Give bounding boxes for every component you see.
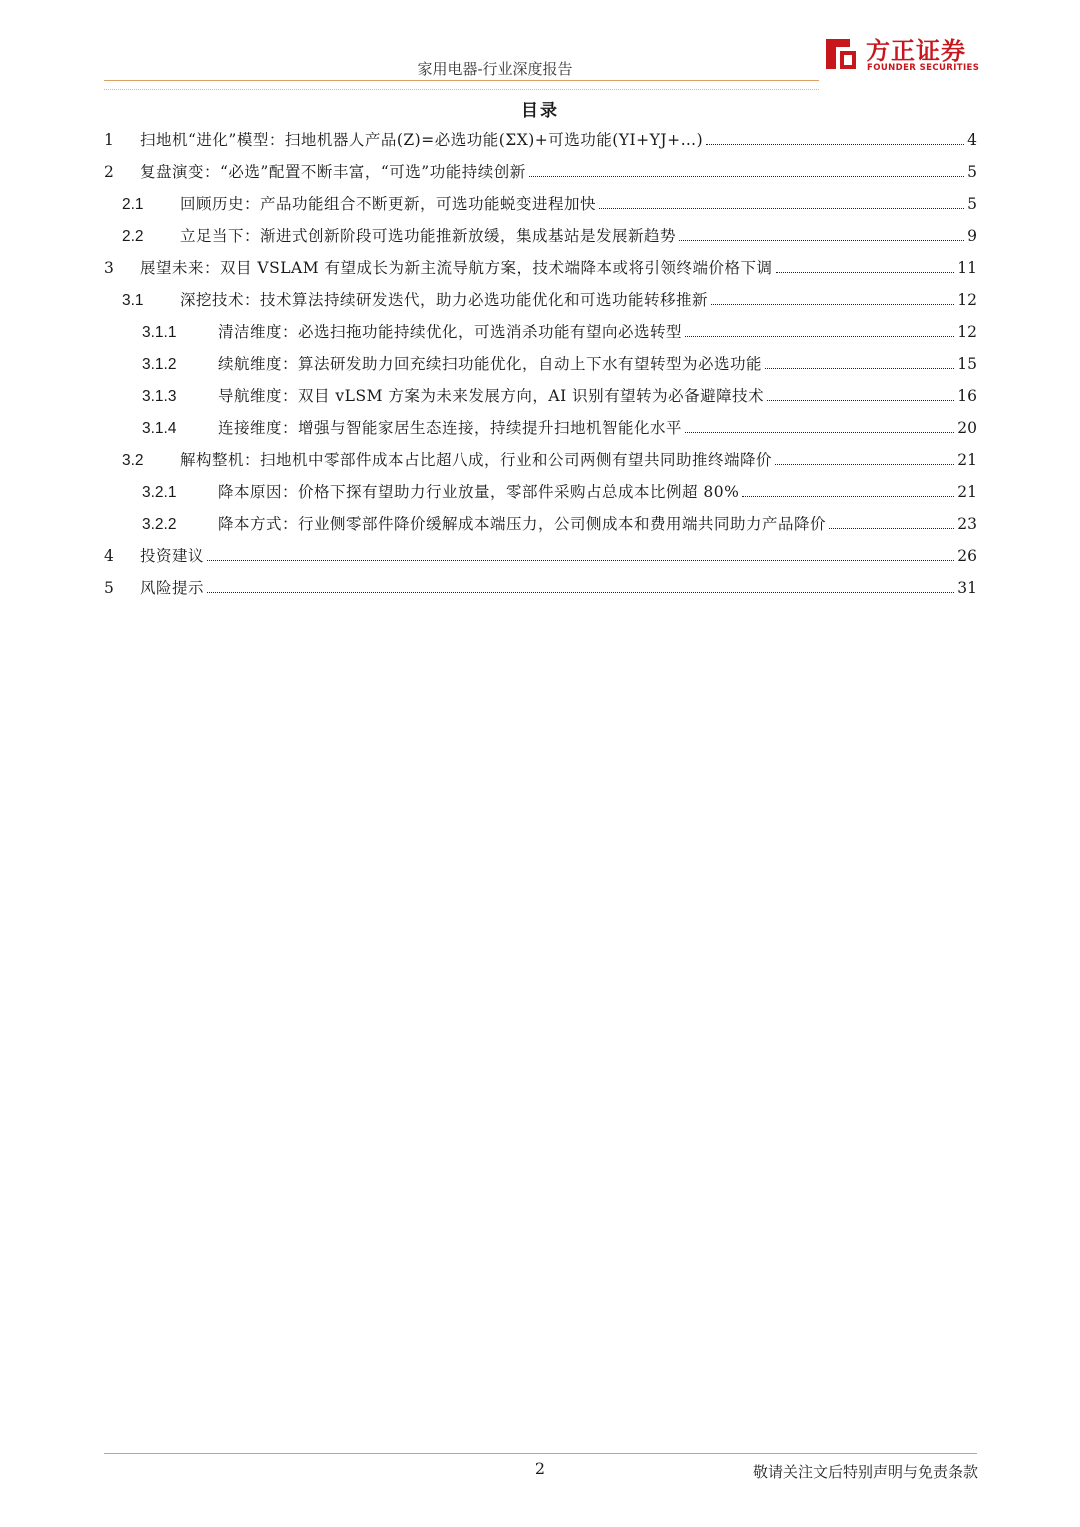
header-dotted-divider xyxy=(104,89,819,90)
toc-leader-dots xyxy=(765,368,954,369)
toc-entry-text[interactable]: 续航维度：算法研发助力回充续扫功能优化，自动上下水有望转型为必选功能 xyxy=(218,355,763,373)
toc-entry[interactable] xyxy=(104,128,977,160)
toc-entry-page[interactable]: 5 xyxy=(967,195,977,213)
logo-english-name: FOUNDER SECURITIES xyxy=(867,63,980,73)
toc-entry-page[interactable]: 26 xyxy=(957,547,977,565)
toc-entry-page[interactable]: 21 xyxy=(957,483,977,501)
toc-entry[interactable] xyxy=(104,576,977,608)
toc-entry-text[interactable]: 连接维度：增强与智能家居生态连接，持续提升扫地机智能化水平 xyxy=(218,419,683,437)
toc-entry-number: 3.1.4 xyxy=(142,420,177,437)
toc-entry-text[interactable]: 扫地机“进化”模型：扫地机器人产品(Z)=必选功能(ΣX)+可选功能(YI+YJ+…) xyxy=(140,131,704,149)
toc-entry-page[interactable]: 16 xyxy=(957,387,977,405)
toc-entry-text[interactable]: 风险提示 xyxy=(140,579,205,597)
table-of-contents xyxy=(104,128,977,608)
toc-entry[interactable] xyxy=(104,192,977,224)
toc-entry[interactable] xyxy=(104,480,977,512)
toc-entry-number: 4 xyxy=(104,547,114,565)
toc-entry-text[interactable]: 立足当下：渐进式创新阶段可选功能推新放缓，集成基站是发展新趋势 xyxy=(180,227,677,245)
toc-leader-dots xyxy=(685,336,954,337)
toc-entry-text[interactable]: 导航维度：双目 vLSM 方案为未来发展方向，AI 识别有望转为必备避障技术 xyxy=(218,387,765,405)
toc-entry-number: 1 xyxy=(104,131,114,149)
founder-securities-logo xyxy=(820,33,985,81)
toc-entry[interactable] xyxy=(104,544,977,576)
toc-leader-dots xyxy=(685,432,954,433)
toc-entry-number: 3.2.2 xyxy=(142,516,177,533)
toc-entry-page[interactable]: 12 xyxy=(957,323,977,341)
toc-entry[interactable] xyxy=(104,224,977,256)
toc-entry-number: 2 xyxy=(104,163,114,181)
toc-leader-dots xyxy=(775,464,954,465)
toc-entry-text[interactable]: 解构整机：扫地机中零部件成本占比超八成，行业和公司两侧有望共同助推终端降价 xyxy=(180,451,773,469)
toc-leader-dots xyxy=(711,304,954,305)
toc-entry[interactable] xyxy=(104,416,977,448)
toc-entry-text[interactable]: 清洁维度：必选扫拖功能持续优化，可选消杀功能有望向必选转型 xyxy=(218,323,683,341)
toc-entry-text[interactable]: 投资建议 xyxy=(140,547,205,565)
founder-logo-mark-icon xyxy=(820,33,862,75)
toc-entry[interactable] xyxy=(104,352,977,384)
toc-entry-page[interactable]: 9 xyxy=(967,227,977,245)
toc-entry-text[interactable]: 复盘演变：“必选”配置不断丰富，“可选”功能持续创新 xyxy=(140,163,526,181)
toc-entry-number: 3.1.2 xyxy=(142,356,177,373)
toc-entry-number: 3.1 xyxy=(122,292,144,309)
toc-title: 目录 xyxy=(521,101,559,121)
footer-divider xyxy=(104,1453,977,1454)
toc-entry-number: 3.2.1 xyxy=(142,484,177,501)
toc-entry-page[interactable]: 12 xyxy=(957,291,977,309)
toc-entry-page[interactable]: 15 xyxy=(957,355,977,373)
toc-entry[interactable] xyxy=(104,288,977,320)
toc-entry[interactable] xyxy=(104,160,977,192)
toc-leader-dots xyxy=(599,208,964,209)
toc-entry[interactable] xyxy=(104,320,977,352)
toc-entry-text[interactable]: 深挖技术：技术算法持续研发迭代，助力必选功能优化和可选功能转移推新 xyxy=(180,291,709,309)
toc-leader-dots xyxy=(776,272,955,273)
report-category-title: 家用电器-行业深度报告 xyxy=(417,60,573,78)
toc-entry[interactable] xyxy=(104,512,977,544)
toc-entry-page[interactable]: 21 xyxy=(957,451,977,469)
toc-entry-number: 2.2 xyxy=(122,228,144,245)
toc-entry-page[interactable]: 5 xyxy=(967,163,977,181)
toc-leader-dots xyxy=(767,400,954,401)
toc-entry-number: 2.1 xyxy=(122,196,144,213)
toc-entry[interactable] xyxy=(104,384,977,416)
toc-leader-dots xyxy=(742,496,954,497)
toc-entry-text[interactable]: 回顾历史：产品功能组合不断更新，可选功能蜕变进程加快 xyxy=(180,195,597,213)
toc-entry-number: 3 xyxy=(104,259,114,277)
page-number: 2 xyxy=(534,1459,546,1478)
toc-leader-dots xyxy=(679,240,964,241)
toc-entry-number: 3.1.3 xyxy=(142,388,177,405)
toc-entry-text[interactable]: 降本方式：行业侧零部件降价缓解成本端压力，公司侧成本和费用端共同助力产品降价 xyxy=(218,515,827,533)
header-divider xyxy=(104,80,819,81)
toc-entry-number: 3.2 xyxy=(122,452,144,469)
toc-entry[interactable] xyxy=(104,448,977,480)
logo-chinese-name: 方正证券 xyxy=(866,37,966,65)
toc-entry-page[interactable]: 4 xyxy=(967,131,977,149)
toc-leader-dots xyxy=(529,176,964,177)
toc-entry-page[interactable]: 23 xyxy=(957,515,977,533)
toc-leader-dots xyxy=(207,560,954,561)
toc-entry-text[interactable]: 展望未来：双目 VSLAM 有望成长为新主流导航方案，技术端降本或将引领终端价格下调 xyxy=(140,259,773,277)
toc-leader-dots xyxy=(207,592,954,593)
toc-entry-number: 5 xyxy=(104,579,114,597)
toc-entry-page[interactable]: 31 xyxy=(957,579,977,597)
toc-entry-number: 3.1.1 xyxy=(142,324,177,341)
toc-entry-page[interactable]: 20 xyxy=(957,419,977,437)
toc-leader-dots xyxy=(829,528,954,529)
toc-entry[interactable] xyxy=(104,256,977,288)
disclaimer-note: 敬请关注文后特别声明与免责条款 xyxy=(752,1463,978,1481)
toc-leader-dots xyxy=(706,144,964,145)
toc-entry-page[interactable]: 11 xyxy=(957,259,977,277)
toc-entry-text[interactable]: 降本原因：价格下探有望助力行业放量，零部件采购占总成本比例超 80% xyxy=(218,483,740,501)
